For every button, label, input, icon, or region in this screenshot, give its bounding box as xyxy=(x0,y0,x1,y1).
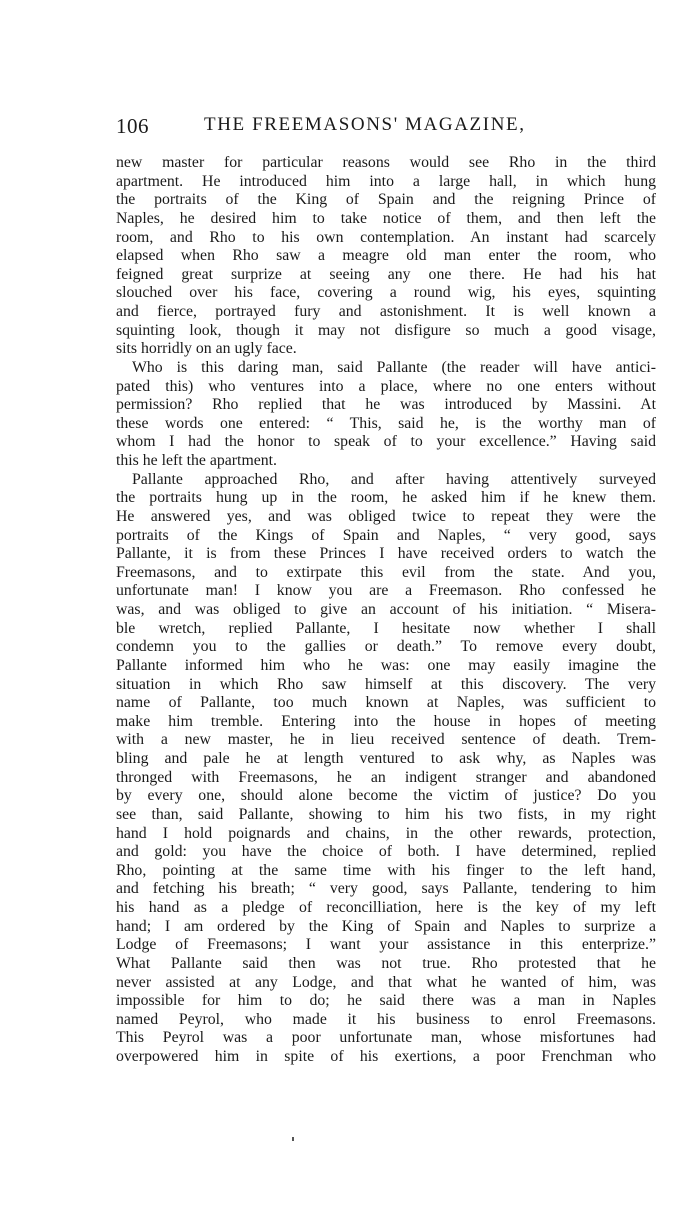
text-line: by every one, should alone become the victim of justice? Do you xyxy=(116,787,656,805)
text-line: with a new master, he in lieu received sentence of death. Trem- xyxy=(116,731,656,749)
text-line: ble wretch, replied Pallante, I hesitate now whether I shall xyxy=(116,619,656,637)
text-line: Pallante approached Rho, and after having attentively surveyed xyxy=(132,470,656,488)
text-line: Pallante informed him who he was: one may easily imagine the xyxy=(116,656,656,674)
text-line: hand; I am ordered by the King of Spain and Naples to surprize a xyxy=(116,917,656,935)
text-line: sits horridly on an ugly face. xyxy=(116,340,297,358)
text-line: the portraits of the King of Spain and the reigning Prince of xyxy=(116,191,656,209)
text-line: impossible for him to do; he said there was a man in Naples xyxy=(116,992,656,1010)
text-line: make him tremble. Entering into the house in hopes of meeting xyxy=(116,712,656,730)
text-line: Who is this daring man, said Pallante (the reader will have antici- xyxy=(132,358,656,376)
text-line: situation in which Rho saw himself at this discovery. The very xyxy=(116,675,656,693)
text-line: overpowered him in spite of his exertions, a poor Frenchman who xyxy=(116,1048,656,1065)
text-line: thronged with Freemasons, he an indigent stranger and abandoned xyxy=(116,768,656,786)
text-line: permission? Rho replied that he was introduced by Massini. At xyxy=(116,396,656,414)
text-line: and fierce, portrayed fury and astonishment. It is well known a xyxy=(116,303,656,320)
text-line: Freemasons, and to extirpate this evil from the state. And you, xyxy=(116,563,656,581)
text-line: What Pallante said then was not true. Rho protested that he xyxy=(116,954,656,972)
text-line: and fetching his breath; “ very good, says Pallante, tendering to him xyxy=(116,880,656,898)
text-line: apartment. He introduced him into a large hall, in which hung xyxy=(116,172,656,190)
running-head xyxy=(116,114,656,144)
text-line: hand I hold poignards and chains, in the other rewards, protection, xyxy=(116,824,656,842)
text-line: this he left the apartment. xyxy=(116,452,277,469)
article-body xyxy=(116,154,656,1067)
text-line: new master for particular reasons would see Rho in the third xyxy=(116,154,656,171)
text-line: his hand as a pledge of reconcilliation, here is the key of my left xyxy=(116,899,656,916)
text-line: bling and pale he at length ventured to ask why, as Naples was xyxy=(116,750,656,767)
text-line: Pallante, it is from these Princes I have received orders to watch the xyxy=(116,545,656,563)
text-line: Lodge of Freemasons; I want your assistance in this enterprize.” xyxy=(116,936,656,954)
text-line: elapsed when Rho saw a meagre old man enter the room, who xyxy=(116,247,656,265)
text-line: whom I had the honor to speak of to your excellence.” Having said xyxy=(116,433,656,451)
text-line: slouched over his face, covering a round wig, his eyes, squinting xyxy=(116,284,656,302)
text-line: and gold: you have the choice of both. I have determined, replied xyxy=(116,843,656,861)
text-line: see than, said Pallante, showing to him his two fists, in my right xyxy=(116,805,656,823)
page-title: THE FREEMASONS' MAGAZINE, xyxy=(204,114,526,135)
text-line: This Peyrol was a poor unfortunate man, whose misfortunes had xyxy=(116,1029,656,1047)
text-line: He answered yes, and was obliged twice to repeat they were the xyxy=(116,507,656,525)
text-line: never assisted at any Lodge, and that what he wanted of him, was xyxy=(116,973,656,991)
page-number: 106 xyxy=(116,114,149,138)
text-line: portraits of the Kings of Spain and Naples, “ very good, says xyxy=(116,526,656,544)
text-line: these words one entered: “ This, said he, is the worthy man of xyxy=(116,414,656,432)
text-line: pated this) who ventures into a place, where no one enters without xyxy=(116,377,656,395)
text-line: the portraits hung up in the room, he asked him if he knew them. xyxy=(116,489,656,507)
text-line: named Peyrol, who made it his business to enrol Freemasons. xyxy=(116,1010,656,1028)
text-line: Naples, he desired him to take notice of them, and then left the xyxy=(116,209,656,227)
text-line: was, and was obliged to give an account of his initiation. “ Misera- xyxy=(116,601,656,618)
text-line: room, and Rho to his own contemplation. An instant had scarcely xyxy=(116,228,656,246)
text-line: Rho, pointing at the same time with his finger to the left hand, xyxy=(116,861,656,879)
text-line: unfortunate man! I know you are a Freemason. Rho confessed he xyxy=(116,582,656,600)
text-line: name of Pallante, too much known at Naples, was sufficient to xyxy=(116,694,656,712)
text-line: feigned great surprize at seeing any one there. He had his hat xyxy=(116,265,656,283)
text-line: squinting look, though it may not disfigure so much a good visage, xyxy=(116,321,656,339)
page-speck xyxy=(292,1137,294,1141)
text-line: condemn you to the gallies or death.” To remove every doubt, xyxy=(116,638,656,656)
